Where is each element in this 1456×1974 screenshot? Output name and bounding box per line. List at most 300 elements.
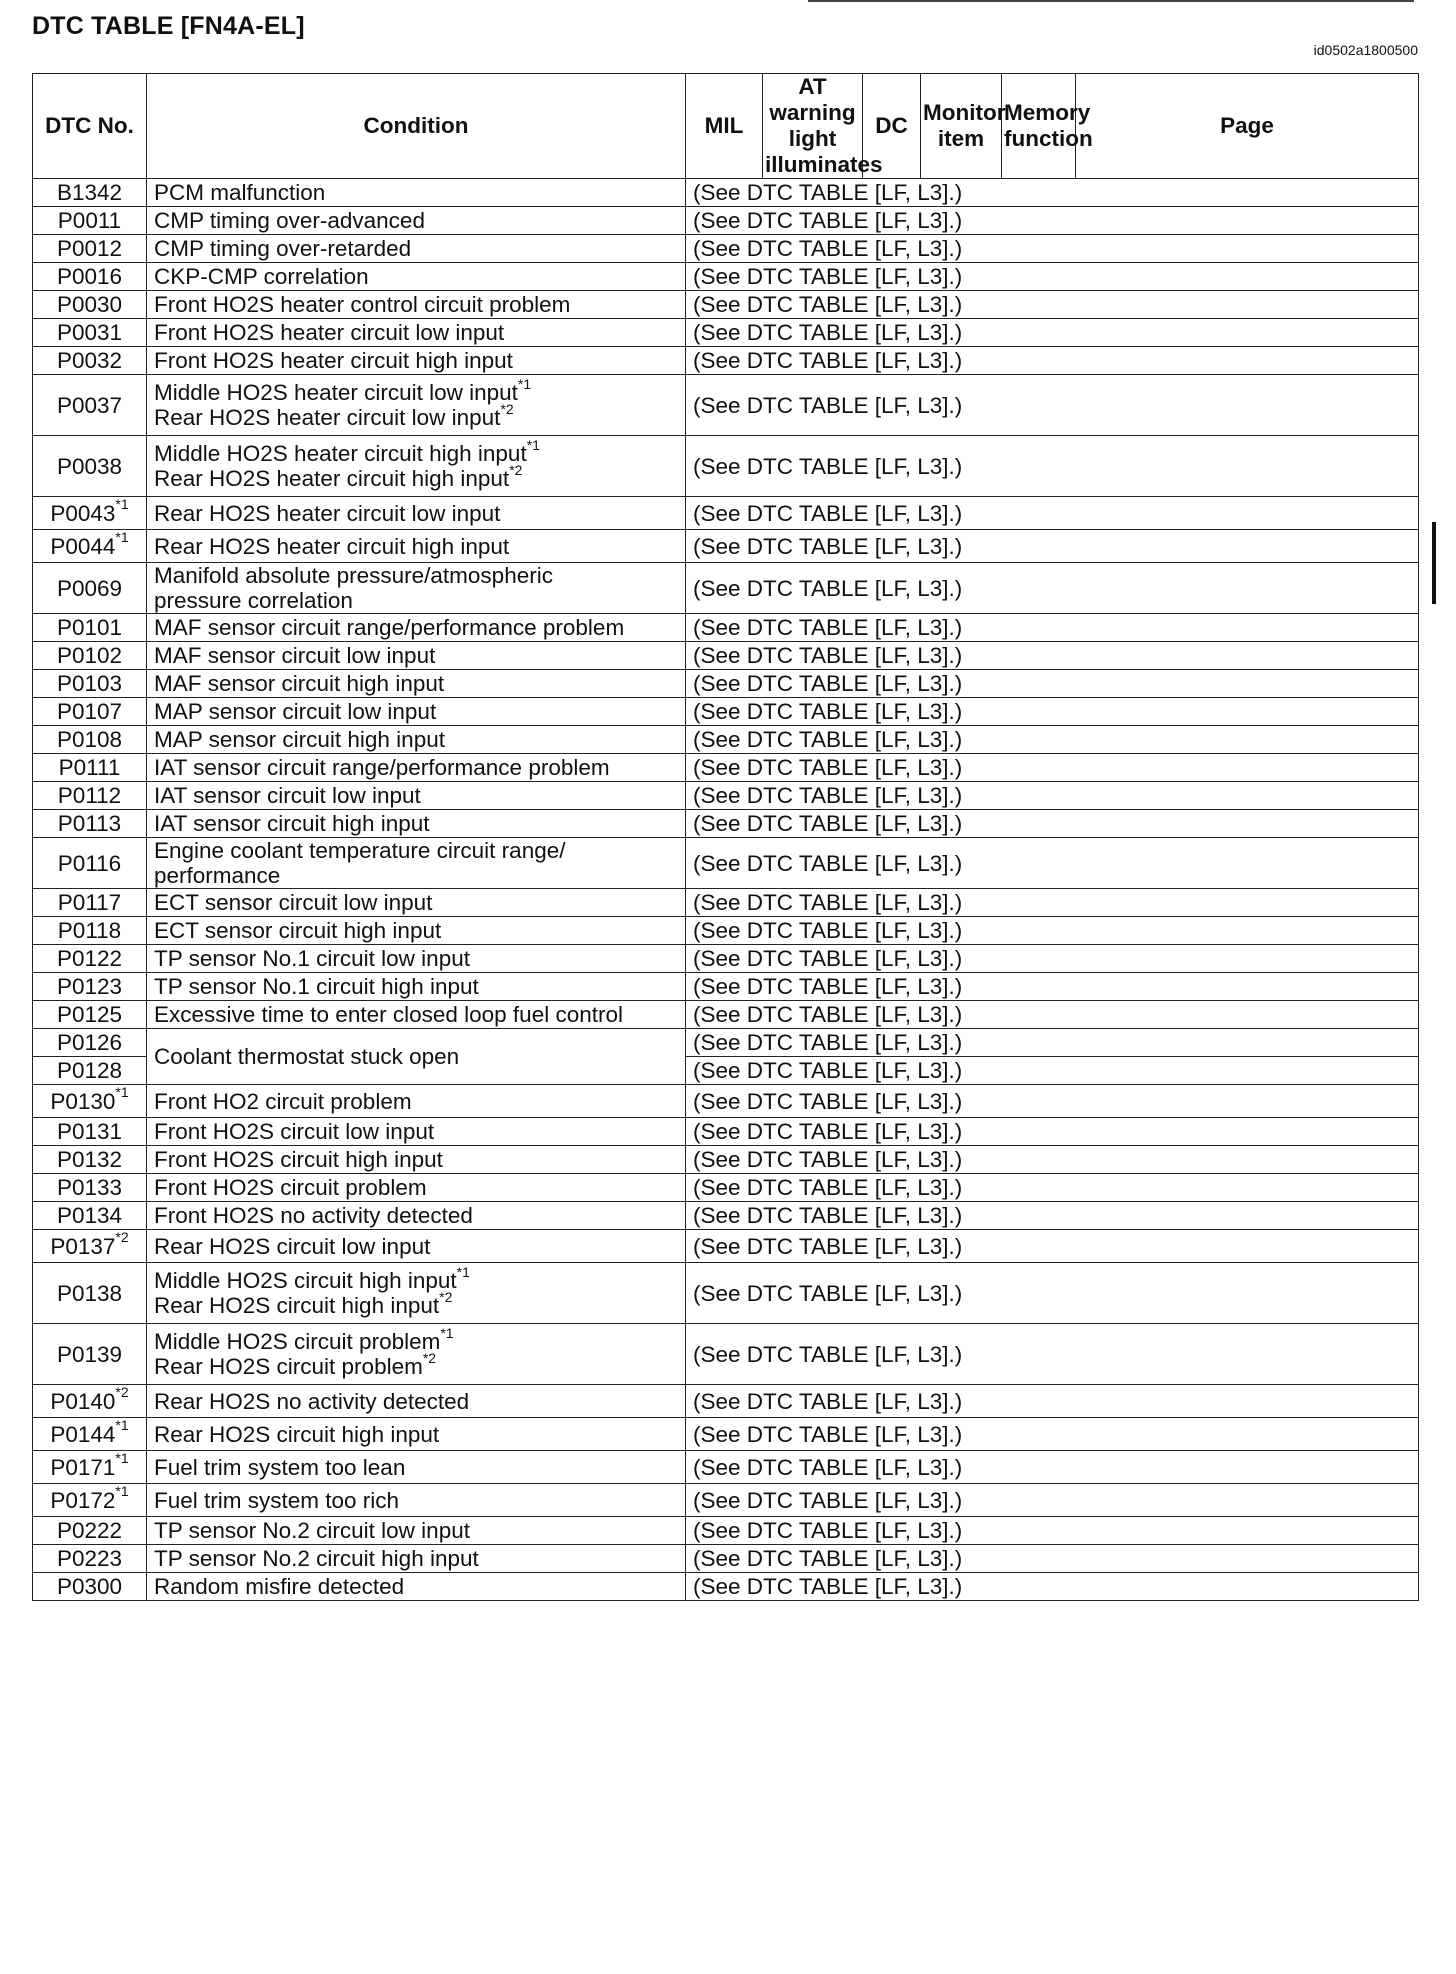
table-row	[33, 1545, 1419, 1573]
condition-cell	[147, 838, 686, 889]
condition-cell	[147, 642, 686, 670]
reference-text: (See DTC TABLE [LF, L3].)	[693, 208, 963, 233]
footnote-marker: *1	[440, 1324, 454, 1341]
condition-cell	[147, 1230, 686, 1263]
reference-cell	[686, 810, 1419, 838]
condition-text: Coolant thermostat stuck open	[154, 1044, 460, 1069]
dtc-code: P0012	[56, 236, 123, 261]
reference-cell	[686, 838, 1419, 889]
reference-cell	[686, 347, 1419, 375]
reference-cell	[686, 642, 1419, 670]
reference-text: (See DTC TABLE [LF, L3].)	[693, 1518, 963, 1543]
table-row	[33, 263, 1419, 291]
table-row	[33, 945, 1419, 973]
condition-cell	[147, 810, 686, 838]
dtc-code: P0031	[56, 320, 123, 345]
condition-cell	[147, 1484, 686, 1517]
footnote-marker: *2	[500, 400, 514, 417]
reference-cell	[686, 563, 1419, 614]
dtc-code-cell	[33, 347, 147, 375]
condition-text: Random misfire detected	[154, 1574, 405, 1599]
reference-text: (See DTC TABLE [LF, L3].)	[693, 1421, 963, 1447]
condition-text: Rear HO2S circuit high input	[154, 1421, 440, 1447]
reference-cell	[686, 530, 1419, 563]
dtc-code-cell	[33, 889, 147, 917]
reference-text: (See DTC TABLE [LF, L3].)	[693, 1002, 963, 1027]
condition-text: TP sensor No.1 circuit high input	[154, 974, 479, 999]
condition-text-line2: pressure correlation	[154, 588, 353, 613]
table-row	[33, 1385, 1419, 1418]
reference-cell	[686, 291, 1419, 319]
condition-cell	[147, 1174, 686, 1202]
condition-text: Rear HO2S heater circuit high input	[154, 533, 510, 559]
dtc-code-cell	[33, 291, 147, 319]
reference-cell	[686, 319, 1419, 347]
condition-cell	[147, 1001, 686, 1029]
dtc-code: P0171	[50, 1454, 116, 1480]
dtc-code-cell	[33, 698, 147, 726]
condition-cell	[147, 375, 686, 436]
dtc-code: P0030	[56, 292, 123, 317]
table-row	[33, 754, 1419, 782]
reference-cell	[686, 1324, 1419, 1385]
dtc-code-cell	[33, 497, 147, 530]
table-row	[33, 497, 1419, 530]
dtc-code-cell	[33, 1202, 147, 1230]
table-row	[33, 436, 1419, 497]
dtc-code: P0122	[56, 946, 123, 971]
dtc-code-cell	[33, 1230, 147, 1263]
condition-cell	[147, 1085, 686, 1118]
table-row	[33, 347, 1419, 375]
dtc-code: P0108	[56, 727, 123, 752]
reference-cell	[686, 1230, 1419, 1263]
dtc-code: P0043	[50, 500, 116, 526]
dtc-code: P0037	[56, 392, 123, 418]
table-row	[33, 838, 1419, 889]
reference-cell	[686, 1001, 1419, 1029]
dtc-code-cell	[33, 1545, 147, 1573]
reference-cell	[686, 497, 1419, 530]
table-row	[33, 614, 1419, 642]
footnote-marker: *2	[115, 1229, 129, 1245]
dtc-code: P0133	[56, 1175, 123, 1200]
reference-text: (See DTC TABLE [LF, L3].)	[693, 236, 963, 261]
dtc-code: P0128	[56, 1058, 123, 1083]
header-dtc-no: DTC No.	[33, 74, 147, 179]
reference-text: (See DTC TABLE [LF, L3].)	[693, 320, 963, 345]
reference-text: (See DTC TABLE [LF, L3].)	[693, 1454, 963, 1480]
footnote-marker: *1	[115, 496, 129, 512]
dtc-code-cell	[33, 1263, 147, 1324]
dtc-code: B1342	[56, 180, 123, 205]
reference-text: (See DTC TABLE [LF, L3].)	[693, 1487, 963, 1513]
table-row	[33, 810, 1419, 838]
condition-text: Excessive time to enter closed loop fuel control	[154, 1002, 623, 1027]
reference-text: (See DTC TABLE [LF, L3].)	[693, 1175, 963, 1200]
dtc-code: P0123	[56, 974, 123, 999]
reference-text: (See DTC TABLE [LF, L3].)	[693, 1280, 963, 1306]
table-row	[33, 1484, 1419, 1517]
dtc-code: P0016	[56, 264, 123, 289]
table-row	[33, 375, 1419, 436]
dtc-table	[32, 73, 1419, 1601]
dtc-code-cell	[33, 754, 147, 782]
condition-cell	[147, 347, 686, 375]
table-row	[33, 319, 1419, 347]
dtc-code-cell	[33, 1085, 147, 1118]
condition-text: CMP timing over-retarded	[154, 236, 412, 261]
condition-text: CKP-CMP correlation	[154, 264, 369, 289]
condition-text: Front HO2 circuit problem	[154, 1088, 412, 1114]
reference-cell	[686, 436, 1419, 497]
reference-text: (See DTC TABLE [LF, L3].)	[693, 783, 963, 808]
condition-cell	[147, 698, 686, 726]
condition-cell	[147, 670, 686, 698]
reference-text: (See DTC TABLE [LF, L3].)	[693, 727, 963, 752]
condition-cell	[147, 1146, 686, 1174]
condition-cell	[147, 1202, 686, 1230]
table-row	[33, 207, 1419, 235]
reference-cell	[686, 1545, 1419, 1573]
condition-cell	[147, 207, 686, 235]
table-row	[33, 291, 1419, 319]
condition-cell	[147, 614, 686, 642]
table-row	[33, 726, 1419, 754]
reference-cell	[686, 698, 1419, 726]
dtc-code-cell	[33, 726, 147, 754]
condition-text: MAF sensor circuit high input	[154, 671, 445, 696]
condition-cell	[147, 235, 686, 263]
reference-cell	[686, 614, 1419, 642]
condition-text: Manifold absolute pressure/atmospheric	[154, 563, 553, 588]
table-row	[33, 1085, 1419, 1118]
dtc-code-cell	[33, 1324, 147, 1385]
table-row	[33, 1418, 1419, 1451]
condition-cell	[147, 1263, 686, 1324]
condition-text: ECT sensor circuit high input	[154, 918, 442, 943]
condition-text: Front HO2S circuit low input	[154, 1119, 435, 1144]
dtc-code: P0130	[50, 1088, 116, 1114]
reference-cell	[686, 375, 1419, 436]
reference-cell	[686, 1057, 1419, 1085]
dtc-code: P0223	[56, 1546, 123, 1571]
condition-text-line2: Rear HO2S circuit high input	[154, 1293, 440, 1318]
dtc-code-cell	[33, 319, 147, 347]
dtc-code-cell	[33, 1001, 147, 1029]
dtc-code: P0112	[57, 783, 122, 808]
condition-text: IAT sensor circuit high input	[154, 811, 430, 836]
reference-text: (See DTC TABLE [LF, L3].)	[693, 699, 963, 724]
table-row	[33, 1174, 1419, 1202]
header-at-warning-light: AT warning light illuminates	[763, 74, 863, 179]
table-row	[33, 1324, 1419, 1385]
table-row	[33, 1118, 1419, 1146]
dtc-code: P0131	[56, 1119, 123, 1144]
table-row	[33, 1146, 1419, 1174]
condition-text: Front HO2S heater control circuit problem	[154, 292, 571, 317]
footnote-marker: *2	[115, 1384, 129, 1400]
dtc-code-cell	[33, 1451, 147, 1484]
dtc-code-cell	[33, 530, 147, 563]
condition-cell	[147, 1118, 686, 1146]
reference-cell	[686, 1484, 1419, 1517]
dtc-code-cell	[33, 973, 147, 1001]
table-row	[33, 642, 1419, 670]
reference-cell	[686, 973, 1419, 1001]
reference-text: (See DTC TABLE [LF, L3].)	[693, 850, 963, 876]
reference-text: (See DTC TABLE [LF, L3].)	[693, 392, 963, 418]
condition-text: TP sensor No.2 circuit high input	[154, 1546, 479, 1571]
condition-text: ECT sensor circuit low input	[154, 890, 433, 915]
condition-cell	[147, 1517, 686, 1545]
dtc-code: P0137	[50, 1233, 116, 1259]
document-id: id0502a1800500	[1313, 42, 1418, 58]
table-header-row	[33, 74, 1419, 179]
table-row	[33, 1573, 1419, 1601]
footnote-marker: *2	[422, 1349, 437, 1366]
reference-cell	[686, 1029, 1419, 1057]
dtc-code: P0118	[57, 918, 122, 943]
reference-text: (See DTC TABLE [LF, L3].)	[693, 890, 963, 915]
condition-text: IAT sensor circuit range/performance problem	[154, 755, 610, 780]
dtc-code: P0138	[56, 1280, 123, 1306]
dtc-code: P0038	[56, 453, 123, 479]
table-row	[33, 235, 1419, 263]
dtc-code-cell	[33, 1174, 147, 1202]
condition-cell	[147, 754, 686, 782]
condition-text: PCM malfunction	[154, 180, 326, 205]
condition-text: TP sensor No.2 circuit low input	[154, 1518, 470, 1543]
table-row	[33, 782, 1419, 810]
condition-text: Middle HO2S heater circuit low input	[154, 380, 518, 405]
condition-cell	[147, 497, 686, 530]
reference-cell	[686, 1385, 1419, 1418]
condition-text: Fuel trim system too lean	[154, 1454, 406, 1480]
reference-text: (See DTC TABLE [LF, L3].)	[693, 1546, 963, 1571]
top-rule	[808, 0, 1414, 2]
dtc-code-cell	[33, 1029, 147, 1057]
dtc-code: P0101	[56, 615, 123, 640]
reference-text: (See DTC TABLE [LF, L3].)	[693, 1341, 963, 1367]
footnote-marker: *1	[115, 1084, 129, 1100]
header-monitor-item: Monitor item	[921, 74, 1002, 179]
reference-text: (See DTC TABLE [LF, L3].)	[693, 264, 963, 289]
reference-cell	[686, 1418, 1419, 1451]
reference-text: (See DTC TABLE [LF, L3].)	[693, 974, 963, 999]
reference-text: (See DTC TABLE [LF, L3].)	[693, 918, 963, 943]
dtc-code-cell	[33, 207, 147, 235]
dtc-code-cell	[33, 945, 147, 973]
dtc-code-cell	[33, 810, 147, 838]
reference-cell	[686, 1146, 1419, 1174]
condition-text: CMP timing over-advanced	[154, 208, 425, 233]
reference-text: (See DTC TABLE [LF, L3].)	[693, 811, 963, 836]
condition-cell	[147, 436, 686, 497]
footnote-marker: *1	[115, 529, 129, 545]
reference-text: (See DTC TABLE [LF, L3].)	[693, 1203, 963, 1228]
dtc-code-cell	[33, 235, 147, 263]
condition-text: TP sensor No.1 circuit low input	[154, 946, 470, 971]
condition-text: MAP sensor circuit low input	[154, 699, 437, 724]
condition-text: Rear HO2S no activity detected	[154, 1388, 470, 1414]
condition-cell	[147, 945, 686, 973]
condition-text: Fuel trim system too rich	[154, 1487, 400, 1513]
reference-cell	[686, 179, 1419, 207]
dtc-code: P0144	[50, 1421, 116, 1447]
reference-cell	[686, 782, 1419, 810]
dtc-code: P0132	[56, 1147, 123, 1172]
condition-cell	[147, 973, 686, 1001]
condition-cell	[147, 563, 686, 614]
reference-cell	[686, 754, 1419, 782]
table-row	[33, 179, 1419, 207]
margin-marker	[1432, 522, 1436, 604]
condition-text-line2: Rear HO2S heater circuit low input	[154, 405, 501, 430]
dtc-code-cell	[33, 436, 147, 497]
dtc-code: P0117	[57, 890, 122, 915]
condition-cell	[147, 889, 686, 917]
footnote-marker: *1	[526, 436, 540, 453]
table-row	[33, 889, 1419, 917]
dtc-code: P0011	[57, 208, 122, 233]
condition-text: Front HO2S circuit problem	[154, 1175, 427, 1200]
dtc-code: P0140	[50, 1388, 116, 1414]
condition-text-line2: Rear HO2S heater circuit high input	[154, 466, 510, 491]
dtc-code: P0102	[56, 643, 123, 668]
reference-text: (See DTC TABLE [LF, L3].)	[693, 292, 963, 317]
header-condition: Condition	[147, 74, 686, 179]
dtc-code: P0107	[56, 699, 123, 724]
reference-cell	[686, 1451, 1419, 1484]
reference-text: (See DTC TABLE [LF, L3].)	[693, 1388, 963, 1414]
table-row	[33, 698, 1419, 726]
reference-cell	[686, 1118, 1419, 1146]
condition-text: Rear HO2S circuit low input	[154, 1233, 431, 1259]
dtc-code: P0222	[56, 1518, 123, 1543]
condition-text: Rear HO2S heater circuit low input	[154, 500, 501, 526]
dtc-code-cell	[33, 179, 147, 207]
condition-cell	[147, 263, 686, 291]
reference-text: (See DTC TABLE [LF, L3].)	[693, 533, 963, 559]
dtc-code-cell	[33, 670, 147, 698]
dtc-code-cell	[33, 1385, 147, 1418]
table-row	[33, 973, 1419, 1001]
reference-text: (See DTC TABLE [LF, L3].)	[693, 1058, 963, 1083]
table-row	[33, 530, 1419, 563]
reference-text: (See DTC TABLE [LF, L3].)	[693, 500, 963, 526]
reference-text: (See DTC TABLE [LF, L3].)	[693, 180, 963, 205]
dtc-code-cell	[33, 614, 147, 642]
table-row	[33, 1029, 1419, 1057]
table-row	[33, 1263, 1419, 1324]
reference-text: (See DTC TABLE [LF, L3].)	[693, 1233, 963, 1259]
dtc-code-cell	[33, 375, 147, 436]
condition-cell	[147, 917, 686, 945]
dtc-code: P0134	[56, 1203, 123, 1228]
reference-text: (See DTC TABLE [LF, L3].)	[693, 348, 963, 373]
condition-text: MAF sensor circuit low input	[154, 643, 436, 668]
condition-text: Front HO2S heater circuit high input	[154, 348, 513, 373]
table-row	[33, 1001, 1419, 1029]
condition-cell	[147, 1418, 686, 1451]
reference-text: (See DTC TABLE [LF, L3].)	[693, 1088, 963, 1114]
table-row	[33, 917, 1419, 945]
reference-cell	[686, 235, 1419, 263]
dtc-code: P0125	[56, 1002, 123, 1027]
footnote-marker: *1	[456, 1263, 470, 1280]
footnote-marker: *1	[517, 375, 532, 392]
dtc-code: P0300	[56, 1574, 123, 1599]
reference-text: (See DTC TABLE [LF, L3].)	[693, 1030, 963, 1055]
reference-text: (See DTC TABLE [LF, L3].)	[693, 671, 963, 696]
reference-cell	[686, 207, 1419, 235]
condition-cell	[147, 530, 686, 563]
footnote-marker: *2	[439, 1288, 453, 1305]
reference-text: (See DTC TABLE [LF, L3].)	[693, 575, 963, 601]
dtc-code: P0111	[58, 755, 121, 780]
condition-text: MAF sensor circuit range/performance problem	[154, 615, 625, 640]
dtc-code: P0139	[56, 1341, 123, 1367]
dtc-code-cell	[33, 1146, 147, 1174]
condition-cell	[147, 1029, 686, 1085]
reference-text: (See DTC TABLE [LF, L3].)	[693, 643, 963, 668]
condition-text: IAT sensor circuit low input	[154, 783, 421, 808]
condition-text: Front HO2S no activity detected	[154, 1203, 473, 1228]
condition-cell	[147, 319, 686, 347]
reference-cell	[686, 263, 1419, 291]
reference-cell	[686, 670, 1419, 698]
reference-cell	[686, 1573, 1419, 1601]
dtc-code-cell	[33, 838, 147, 889]
dtc-code: P0126	[56, 1030, 123, 1055]
dtc-code-cell	[33, 1484, 147, 1517]
condition-text: Middle HO2S heater circuit high input	[154, 441, 527, 466]
dtc-code: P0044	[50, 533, 116, 559]
dtc-code-cell	[33, 1057, 147, 1085]
condition-cell	[147, 1385, 686, 1418]
table-row	[33, 1517, 1419, 1545]
dtc-code-cell	[33, 563, 147, 614]
dtc-code-cell	[33, 642, 147, 670]
header-dc: DC	[863, 74, 921, 179]
table-row	[33, 563, 1419, 614]
reference-cell	[686, 1174, 1419, 1202]
reference-text: (See DTC TABLE [LF, L3].)	[693, 946, 963, 971]
reference-cell	[686, 945, 1419, 973]
footnote-marker: *1	[115, 1417, 129, 1433]
dtc-code-cell	[33, 1418, 147, 1451]
condition-text-line2: performance	[154, 863, 281, 888]
footnote-marker: *1	[115, 1450, 129, 1466]
reference-text: (See DTC TABLE [LF, L3].)	[693, 1119, 963, 1144]
reference-text: (See DTC TABLE [LF, L3].)	[693, 1574, 963, 1599]
dtc-code-cell	[33, 917, 147, 945]
dtc-code-cell	[33, 782, 147, 810]
condition-cell	[147, 1573, 686, 1601]
reference-cell	[686, 917, 1419, 945]
table-row	[33, 670, 1419, 698]
reference-cell	[686, 726, 1419, 754]
header-memory-function: Memory function	[1002, 74, 1076, 179]
table-row	[33, 1230, 1419, 1263]
reference-cell	[686, 889, 1419, 917]
condition-text: Middle HO2S circuit high input	[154, 1268, 457, 1293]
dtc-code: P0116	[57, 850, 122, 876]
header-mil: MIL	[686, 74, 763, 179]
dtc-code-cell	[33, 1517, 147, 1545]
dtc-code-cell	[33, 1118, 147, 1146]
